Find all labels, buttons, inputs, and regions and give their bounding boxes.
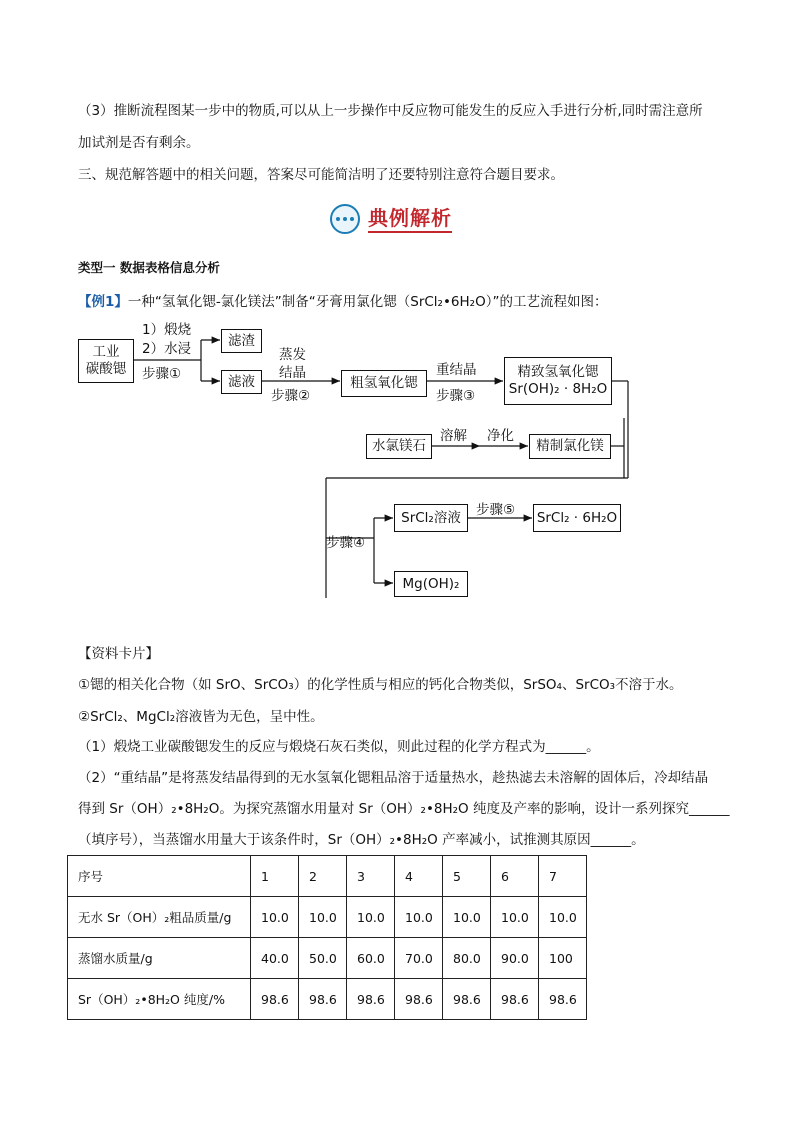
table-row	[68, 856, 587, 897]
table-row-header: Sr（OH）₂•8H₂O 纯度/%	[68, 979, 251, 1020]
table-cell: 10.0	[395, 897, 443, 938]
table-cell: 7	[539, 856, 587, 897]
resource-card-title: 【资料卡片】	[78, 646, 159, 662]
table-cell: 100	[539, 938, 587, 979]
box-refined-strontium-hydroxide: 精致氢氧化锶 Sr(OH)₂ · 8H₂O	[504, 357, 612, 405]
table-cell: 3	[347, 856, 395, 897]
label-step-3: 步骤③	[436, 388, 476, 404]
label-calcine: 1）煅烧	[142, 322, 192, 338]
table-cell: 4	[395, 856, 443, 897]
question-1: （1）煅烧工业碳酸锶发生的反应与煅烧石灰石类似，则此过程的化学方程式为______。	[78, 739, 600, 755]
label-crystallize: 结晶	[279, 365, 306, 381]
table-cell: 98.6	[491, 979, 539, 1020]
label-step-2: 步骤②	[271, 388, 311, 404]
example-text: 一种“氢氧化锶-氯化镁法”制备“牙膏用氯化锶（SrCl₂•6H₂O）”的工艺流程如图：	[127, 294, 608, 310]
table-row-header: 序号	[68, 856, 251, 897]
table-cell: 10.0	[251, 897, 299, 938]
label-step-1: 步骤①	[142, 366, 182, 382]
table-cell: 98.6	[395, 979, 443, 1020]
label-purify: 净化	[487, 428, 514, 444]
table-cell: 98.6	[539, 979, 587, 1020]
table-cell: 98.6	[443, 979, 491, 1020]
box-srcl2-solution: SrCl₂溶液	[394, 504, 468, 532]
label-water-leach: 2）水浸	[142, 341, 192, 357]
table-row	[68, 979, 587, 1020]
question-2-line1: （2）“重结晶”是将蒸发结晶得到的无水氢氧化锶粗品溶于适量热水，趁热滤去未溶解的固体后，冷却结晶	[78, 770, 709, 786]
label-dissolve: 溶解	[440, 428, 467, 444]
table-cell: 90.0	[491, 938, 539, 979]
label-step-5: 步骤⑤	[476, 502, 516, 518]
box-bischofite: 水氯镁石	[366, 434, 432, 459]
question-2-line3: （填序号），当蒸馏水用量大于该条件时，Sr（OH）₂•8H₂O 产率减小，试推测其原因______。	[78, 832, 645, 848]
table-cell: 60.0	[347, 938, 395, 979]
paragraph-3-line2: 加试剂是否有剩余。	[78, 135, 200, 151]
table-cell: 80.0	[443, 938, 491, 979]
question-2-line2: 得到 Sr（OH）₂•8H₂O。为探究蒸馏水用量对 Sr（OH）₂•8H₂O 纯度及产率的影响，设计一系列探究______	[78, 801, 730, 817]
box-crude-strontium-hydroxide: 粗氢氧化锶	[341, 370, 427, 397]
table-cell: 10.0	[491, 897, 539, 938]
box-refined-magnesium-chloride: 精制氯化镁	[529, 434, 611, 459]
box-magnesium-hydroxide: Mg(OH)₂	[394, 571, 468, 597]
table-cell: 1	[251, 856, 299, 897]
table-cell: 70.0	[395, 938, 443, 979]
table-row	[68, 938, 587, 979]
table-cell: 98.6	[347, 979, 395, 1020]
table-cell: 98.6	[251, 979, 299, 1020]
section-3-heading: 三、规范解答题中的相关问题，答案尽可能简洁明了还要特别注意符合题目要求。	[78, 167, 564, 183]
box-industrial-strontium-carbonate: 工业 碳酸锶	[78, 339, 134, 383]
label-recrystallize: 重结晶	[436, 362, 477, 378]
label-evaporate: 蒸发	[279, 347, 306, 363]
table-cell: 2	[299, 856, 347, 897]
table-cell: 40.0	[251, 938, 299, 979]
table-cell: 98.6	[299, 979, 347, 1020]
resource-item-2: ②SrCl₂、MgCl₂溶液皆为无色，呈中性。	[78, 709, 324, 725]
table-row-header: 蒸馏水质量/g	[68, 938, 251, 979]
banner-title: 典例解析	[368, 205, 452, 233]
table-cell: 6	[491, 856, 539, 897]
box-srcl2-hexahydrate: SrCl₂ · 6H₂O	[533, 504, 621, 532]
paragraph-3-line1: （3）推断流程图某一步中的物质,可以从上一步操作中反应物可能发生的反应入手进行分析,同时需注意所	[78, 103, 703, 119]
table-cell: 5	[443, 856, 491, 897]
box-filtrate: 滤液	[221, 370, 262, 394]
type-title: 类型一 数据表格信息分析	[78, 260, 220, 275]
table-cell: 50.0	[299, 938, 347, 979]
table-row	[68, 897, 587, 938]
table-cell: 10.0	[539, 897, 587, 938]
data-table	[67, 855, 587, 1020]
label-step-4: 步骤④	[326, 535, 366, 551]
table-cell: 10.0	[443, 897, 491, 938]
table-row-header: 无水 Sr（OH）₂粗品质量/g	[68, 897, 251, 938]
box-filter-residue: 滤渣	[221, 329, 262, 353]
table-cell: 10.0	[347, 897, 395, 938]
example-tag: 【例1】	[78, 294, 128, 310]
table-cell: 10.0	[299, 897, 347, 938]
resource-item-1: ①锶的相关化合物（如 SrO、SrCO₃）的化学性质与相应的钙化合物类似，SrSO₄、SrCO₃不溶于水。	[78, 677, 683, 693]
